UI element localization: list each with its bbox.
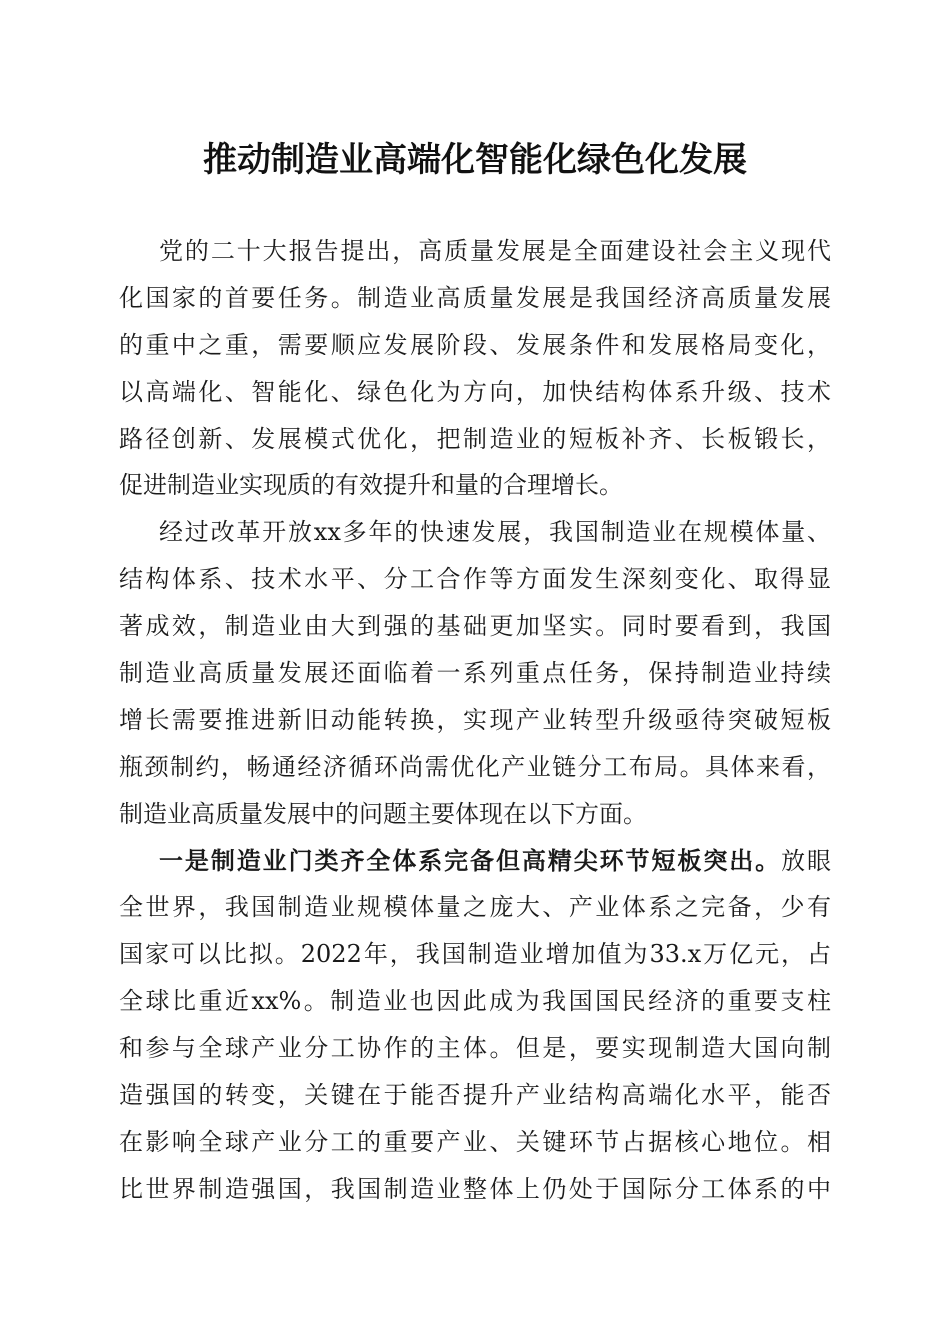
paragraph-3 — [119, 838, 831, 1213]
paragraph-2 — [119, 509, 831, 837]
paragraph-line: 著成效，制造业由大到强的基础更加坚实。同时要看到，我国 — [119, 612, 831, 641]
paragraph-line: 制造业高质量发展中的问题主要体现在以下方面。 — [119, 799, 647, 828]
paragraph-line: 在影响全球产业分工的重要产业、关键环节占据核心地位。相 — [119, 1127, 831, 1156]
paragraph-line: 以高端化、智能化、绿色化为方向，加快结构体系升级、技术 — [119, 377, 831, 406]
paragraph-line: 的重中之重，需要顺应发展阶段、发展条件和发展格局变化， — [119, 330, 831, 359]
paragraph-lead-rest: 放眼 — [781, 846, 831, 875]
paragraph-line: 全世界，我国制造业规模体量之庞大、产业体系之完备，少有 — [119, 893, 831, 922]
document-title: 推动制造业高端化智能化绿色化发展 — [203, 140, 747, 180]
paragraph-line: 促进制造业实现质的有效提升和量的合理增长。 — [119, 471, 623, 500]
paragraph-line: 党的二十大报告提出，高质量发展是全面建设社会主义现代 — [159, 237, 831, 265]
paragraph-line: 和参与全球产业分工协作的主体。但是，要实现制造大国向制 — [119, 1034, 831, 1063]
paragraph-line: 制造业高质量发展还面临着一系列重点任务，保持制造业持续 — [119, 659, 831, 688]
paragraph-line: 增长需要推进新旧动能转换，实现产业转型升级亟待突破短板 — [119, 705, 831, 734]
paragraph-line: 全球比重近xx%。制造业也因此成为我国国民经济的重要支柱 — [119, 987, 831, 1016]
document-body — [119, 228, 831, 1213]
paragraph-line: 化国家的首要任务。制造业高质量发展是我国经济高质量发展 — [119, 283, 831, 312]
paragraph-line: 结构体系、技术水平、分工合作等方面发生深刻变化、取得显 — [119, 565, 831, 594]
paragraph-1 — [119, 228, 831, 509]
paragraph-line: 造强国的转变，关键在于能否提升产业结构高端化水平，能否 — [119, 1081, 831, 1110]
paragraph-line: 国家可以比拟。2022年，我国制造业增加值为33.x万亿元，占 — [119, 940, 831, 969]
paragraph-lead-heading: 一是制造业门类齐全体系完备但高精尖环节短板突出。 — [159, 845, 782, 875]
paragraph-line — [119, 838, 831, 885]
paragraph-line: 路径创新、发展模式优化，把制造业的短板补齐、长板锻长， — [119, 424, 831, 453]
paragraph-line: 经过改革开放xx多年的快速发展，我国制造业在规模体量、 — [159, 518, 831, 547]
paragraph-line: 比世界制造强国，我国制造业整体上仍处于国际分工体系的中 — [119, 1174, 831, 1203]
paragraph-line: 瓶颈制约，畅通经济循环尚需优化产业链分工布局。具体来看， — [119, 752, 831, 781]
